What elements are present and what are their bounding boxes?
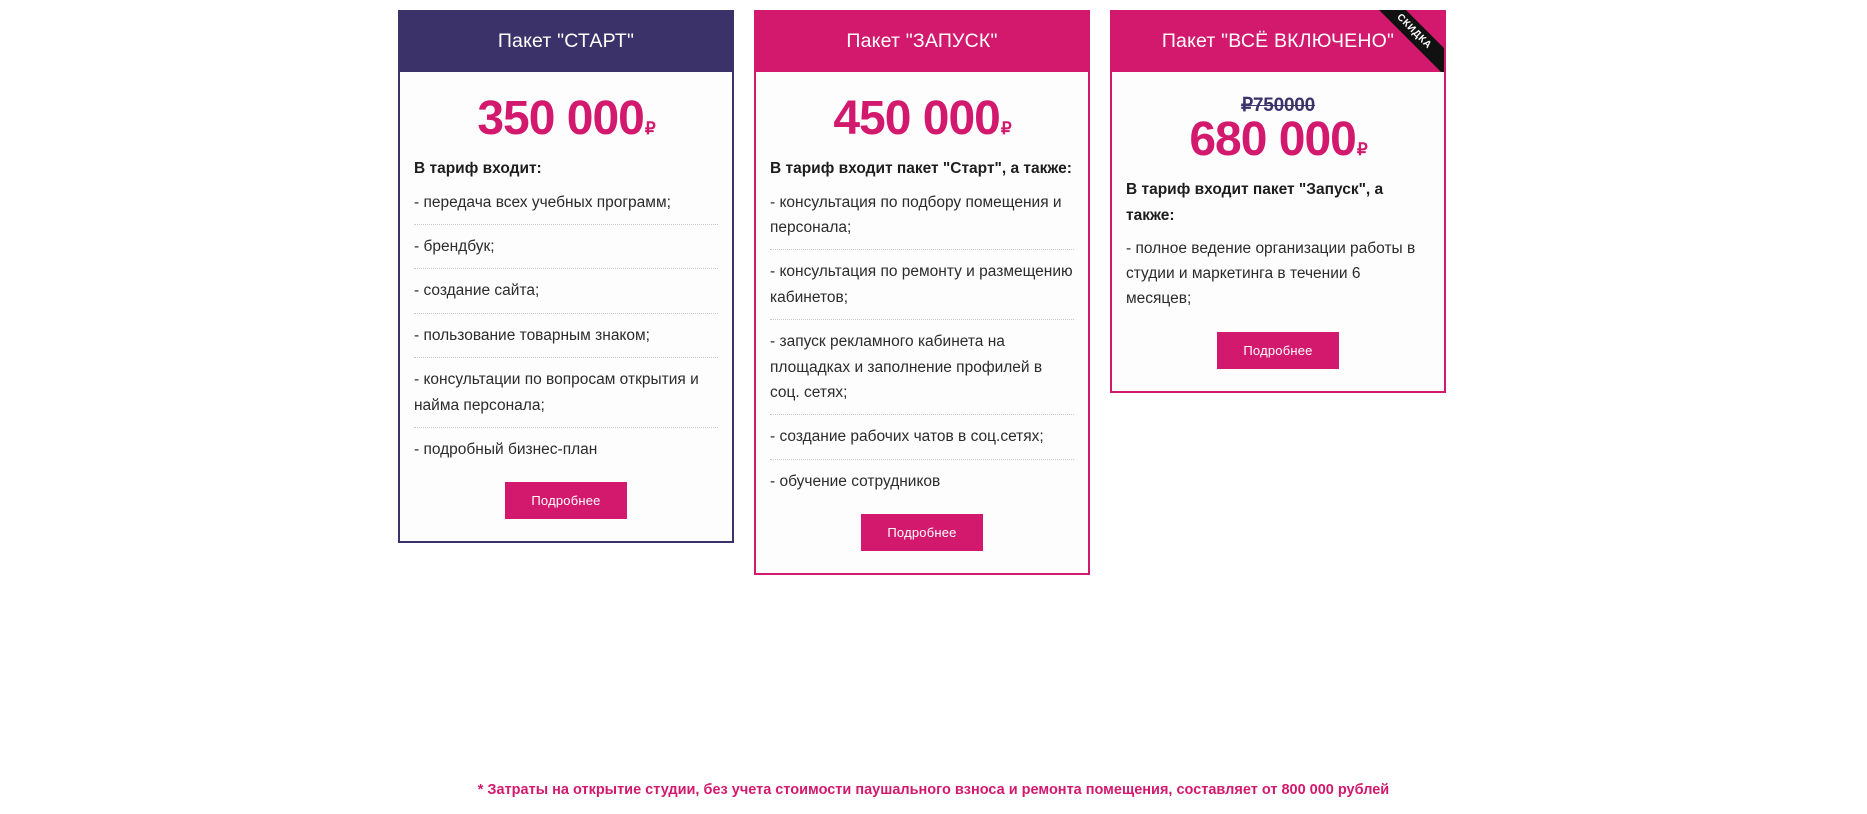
feature-item: - консультации по вопросам открытия и найма персонала; — [414, 367, 718, 428]
currency-symbol: ₽ — [644, 119, 655, 138]
card-price — [1112, 115, 1444, 165]
price-block-start — [400, 72, 732, 150]
feature-item: - обучение сотрудников — [770, 472, 941, 490]
cta-row — [1126, 332, 1430, 369]
card-price — [400, 94, 732, 144]
card-header-launch — [756, 10, 1088, 72]
card-title: Пакет "СТАРТ" — [497, 29, 635, 52]
pricing-card-all-inclusive — [1110, 10, 1446, 393]
pricing-card-start — [398, 10, 734, 543]
card-header-start — [400, 10, 732, 72]
feature-item: - запуск рекламного кабинета на площадках и заполнение профилей в соц. сетях; — [770, 329, 1074, 415]
feature-item: - полное ведение организации работы в студии и маркетинга в течении 6 месяцев; — [1126, 239, 1416, 308]
details-button-start[interactable]: Подробнее — [505, 482, 626, 519]
discount-badge-label: СКИДКА — [1362, 10, 1444, 72]
card-price — [756, 94, 1088, 144]
feature-item: - консультация по ремонту и размещению кабинетов; — [770, 259, 1074, 320]
includes-title: В тариф входит пакет "Старт", а также: — [770, 160, 1072, 178]
price-block-all-inclusive — [1112, 72, 1444, 171]
feature-item: - пользование товарным знаком; — [414, 323, 718, 358]
card-header-all-inclusive — [1112, 10, 1444, 72]
details-button-all-inclusive[interactable]: Подробнее — [1217, 332, 1338, 369]
price-value: 680 000 — [1189, 113, 1356, 166]
card-body-launch — [756, 150, 1088, 573]
currency-symbol: ₽ — [1000, 119, 1011, 138]
feature-item: - подробный бизнес-план — [414, 440, 598, 458]
cta-row — [414, 482, 718, 519]
pricing-footnote: * Затраты на открытие студии, без учета стоимости паушального взноса и ремонта помещения, составляет от 800 000 рублей — [477, 782, 1390, 798]
cta-row — [770, 514, 1074, 551]
price-value: 450 000 — [833, 92, 1000, 145]
includes-title: В тариф входит: — [414, 160, 542, 178]
card-body-start — [400, 150, 732, 541]
feature-item: - создание рабочих чатов в соц.сетях; — [770, 424, 1074, 459]
feature-item: - консультация по подбору помещения и персонала; — [770, 190, 1074, 251]
feature-item: - создание сайта; — [414, 278, 718, 313]
currency-symbol: ₽ — [1356, 140, 1367, 159]
card-title: Пакет "ВСЁ ВКЛЮЧЕНО" — [1161, 29, 1395, 52]
includes-title: В тариф входит пакет "Запуск", а также: — [1126, 181, 1384, 224]
old-price: ₽750000 — [1240, 95, 1316, 116]
details-button-launch[interactable]: Подробнее — [861, 514, 982, 551]
feature-item: - брендбук; — [414, 234, 718, 269]
price-block-launch — [756, 72, 1088, 150]
card-title: Пакет "ЗАПУСК" — [846, 29, 998, 52]
pricing-card-launch — [754, 10, 1090, 575]
feature-item: - передача всех учебных программ; — [414, 190, 718, 225]
pricing-cards-row — [0, 10, 1867, 575]
price-value: 350 000 — [477, 92, 644, 145]
card-body-all-inclusive — [1112, 171, 1444, 390]
